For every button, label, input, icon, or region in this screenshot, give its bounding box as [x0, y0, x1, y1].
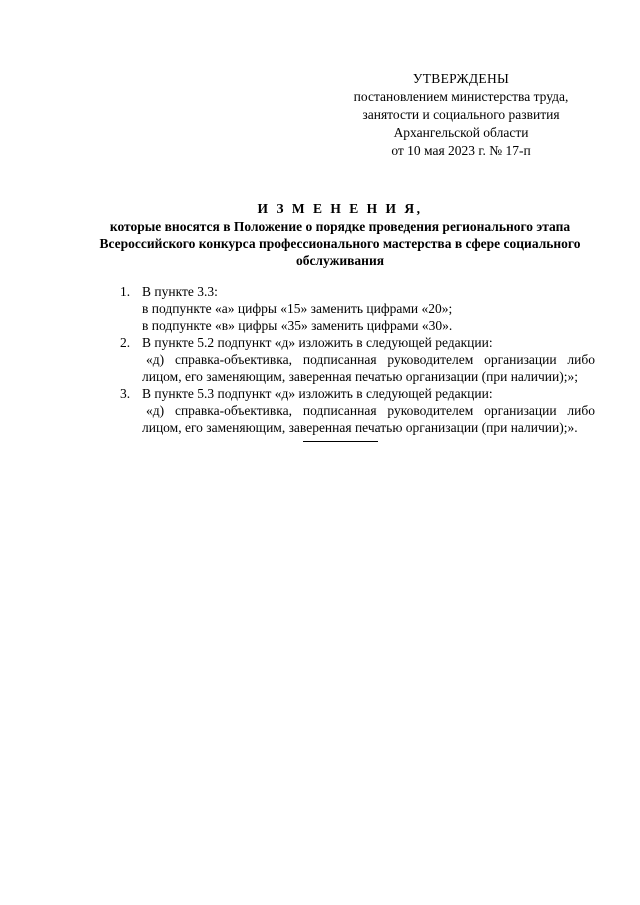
- list-item: [120, 385, 595, 436]
- item-number: 3.: [120, 386, 131, 401]
- item-text: В пункте 3.3:: [142, 284, 218, 299]
- document-subtitle: которые вносятся в Положение о порядке проведения регионального этапа Всероссийского конкурса профессионального мастерства в сфере социального обслуживания: [99, 219, 581, 268]
- document-title: И З М Е Н Е Н И Я,: [257, 201, 423, 216]
- approval-line: занятости и социального развития: [362, 107, 560, 122]
- item-intro: В пункте 5.2 подпункт «д» изложить в следующей редакции:: [142, 335, 493, 350]
- list-item: [120, 334, 595, 385]
- approval-date: от 10 мая 2023 г. № 17-п: [391, 143, 531, 158]
- quote-text: «д) справка-объективка, подписанная руководителем организации либо лицом, его заменяющим, заверенная печатью организации (при наличии);».: [142, 403, 595, 435]
- document-heading: [70, 200, 610, 269]
- approval-line: постановлением министерства труда,: [353, 89, 569, 104]
- item-intro: В пункте 5.3 подпункт «д» изложить в следующей редакции:: [142, 386, 493, 401]
- amendments-list: [120, 283, 595, 436]
- item-quote: [142, 402, 595, 436]
- list-item: [120, 283, 595, 334]
- item-text: в подпункте «в» цифры «35» заменить цифрами «30».: [142, 318, 453, 333]
- approval-stamp: [330, 70, 592, 160]
- closing-rule: [303, 441, 378, 442]
- item-number: 1.: [120, 284, 131, 299]
- quote-text: «д) справка-объективка, подписанная руководителем организации либо лицом, его заменяющим, заверенная печатью организации (при наличии);»;: [142, 352, 595, 384]
- item-number: 2.: [120, 335, 131, 350]
- item-text: в подпункте «а» цифры «15» заменить цифрами «20»;: [142, 301, 453, 316]
- item-quote: [142, 351, 595, 385]
- approval-title: УТВЕРЖДЕНЫ: [412, 71, 510, 86]
- approval-line: Архангельской области: [393, 125, 529, 140]
